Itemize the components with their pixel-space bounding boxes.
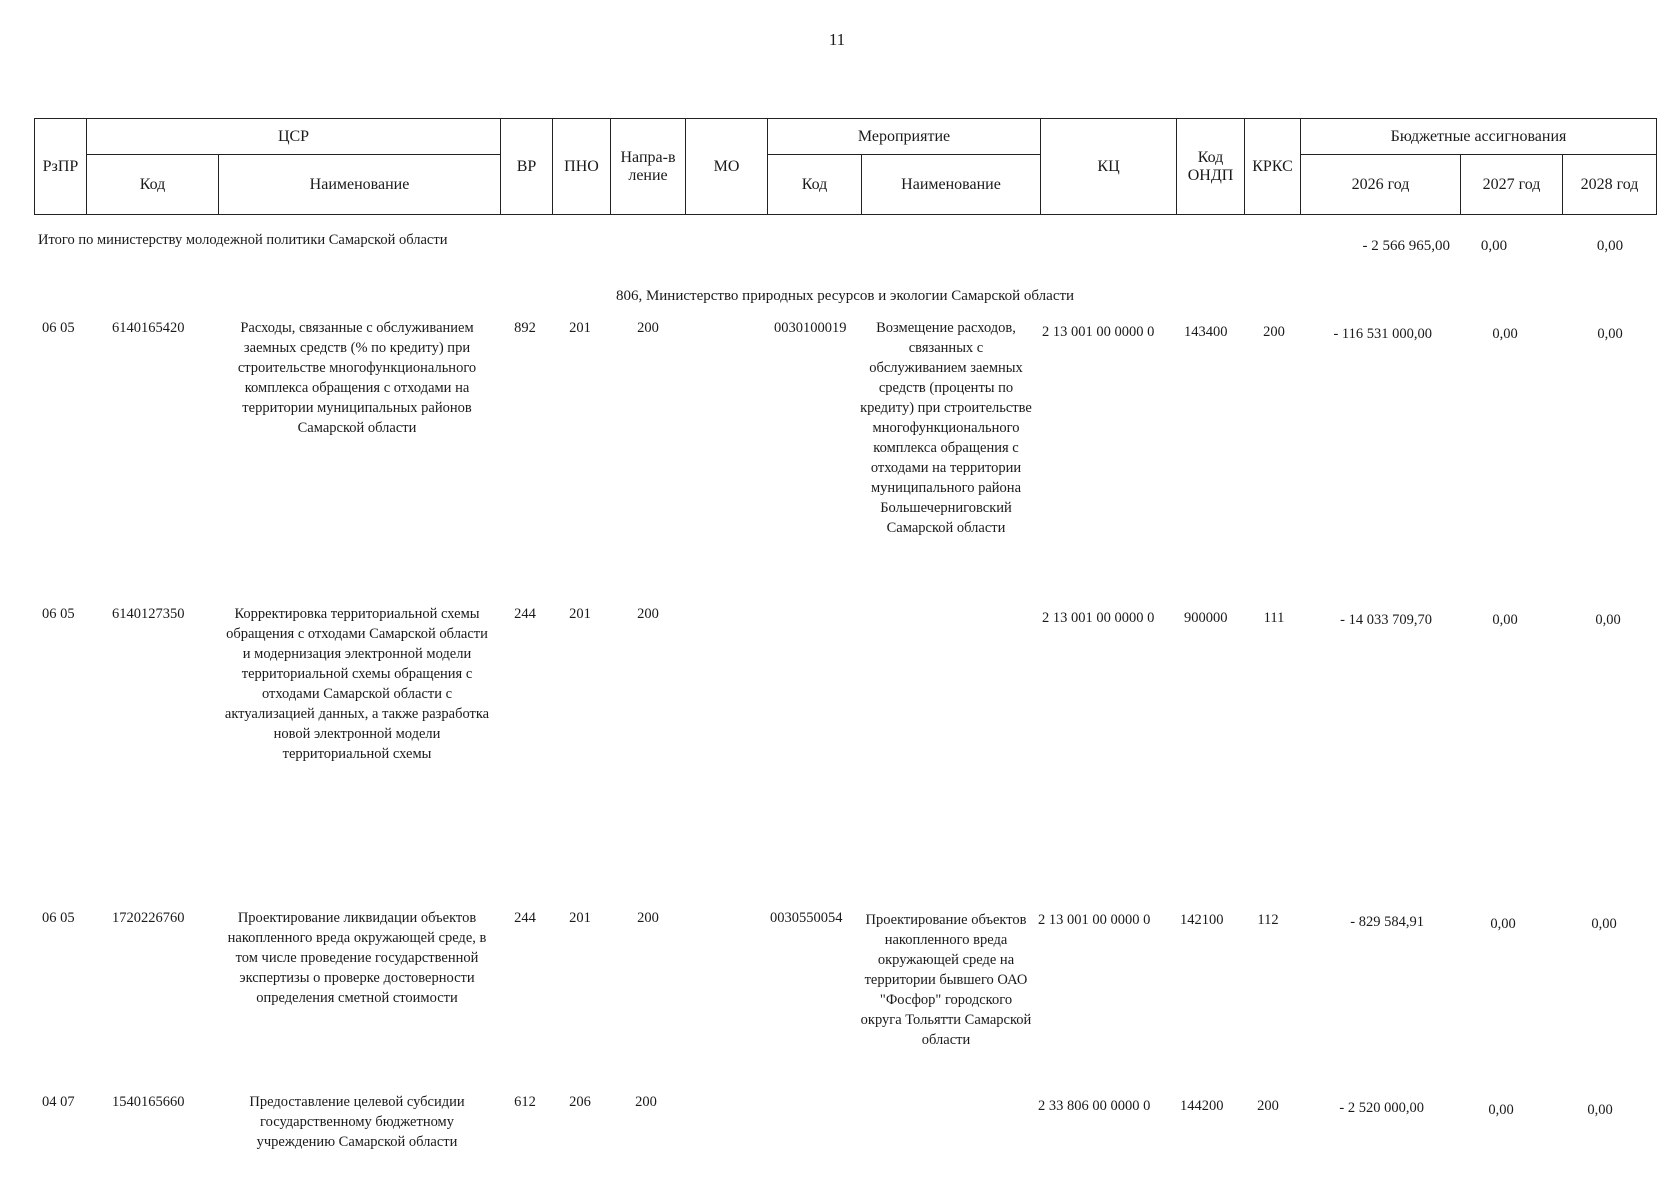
table-row-vr: 892 [514, 320, 536, 336]
table-row-ondp: 900000 [1184, 610, 1228, 626]
table-row-2027: 0,00 [1490, 916, 1516, 932]
table-row-2027: 0,00 [1488, 1102, 1514, 1118]
header-direction-label: Напра-вление [620, 148, 676, 184]
header-csr-name: Наименование [219, 155, 501, 215]
table-row-2028: 0,00 [1595, 612, 1621, 628]
section-title: 806, Министерство природных ресурсов и экологии Самарской области [615, 288, 1075, 304]
table-row-2028: 0,00 [1591, 916, 1617, 932]
table-row-2026: - 829 584,91 [1350, 914, 1424, 930]
table-row-csr-code: 1540165660 [112, 1094, 185, 1110]
table-row-direction: 200 [637, 606, 659, 622]
table-row-krks: 200 [1263, 324, 1285, 340]
header-event: Мероприятие [768, 119, 1041, 155]
table-row-vr: 612 [514, 1094, 536, 1110]
table-row-csr-name: Предоставление целевой субсидии государственному бюджетному учреждению Самарской области [249, 1094, 465, 1150]
header-budget: Бюджетные ассигнования [1301, 119, 1657, 155]
header-kc: КЦ [1041, 119, 1177, 215]
header-event-name: Наименование [862, 155, 1041, 215]
table-row-2026: - 116 531 000,00 [1333, 326, 1432, 342]
table-row-2026: - 2 520 000,00 [1339, 1100, 1424, 1116]
table-row-direction: 200 [637, 910, 659, 926]
table-row-vr: 244 [514, 910, 536, 926]
total-label: Итого по министерству молодежной политики Самарской области [38, 232, 448, 248]
table-row-pno: 201 [569, 910, 591, 926]
table-row-ondp: 143400 [1184, 324, 1228, 340]
table-row-kc: 2 13 001 00 0000 0 [1042, 610, 1155, 626]
table-row-csr-code: 6140165420 [112, 320, 185, 336]
table-row-rzpr: 06 05 [42, 910, 75, 926]
table-row-pno: 201 [569, 606, 591, 622]
header-vr: ВР [501, 119, 553, 215]
header-krks: КРКС [1245, 119, 1301, 215]
table-row-krks: 112 [1257, 912, 1279, 928]
table-row-event-code: 0030100019 [774, 320, 847, 336]
total-2027: 0,00 [1480, 238, 1508, 254]
header-year-2028: 2028 год [1563, 155, 1657, 215]
table-row-krks: 111 [1263, 610, 1285, 626]
table-row-csr-code: 6140127350 [112, 606, 185, 622]
total-2028: 0,00 [1596, 238, 1624, 254]
table-row-2027: 0,00 [1492, 326, 1518, 342]
table-row-kc: 2 13 001 00 0000 0 [1038, 912, 1151, 928]
table-row-2027: 0,00 [1492, 612, 1518, 628]
table-row-csr-code: 1720226760 [112, 910, 185, 926]
header-csr-code: Код [87, 155, 219, 215]
table-row-csr-name: Проектирование ликвидации объектов накопленного вреда окружающей среде, в том числе проведение государственной экспертизы о проверке достоверности определения сметной стоимости [227, 910, 487, 1006]
table-row-direction: 200 [635, 1094, 657, 1110]
table-row-krks: 200 [1257, 1098, 1279, 1114]
table-row-csr-name: Расходы, связанные с обслуживанием заемных средств (% по кредиту) при строительстве многофункционального комплекса обращения с отходами на территории муниципальных районов Самарской области [237, 320, 477, 436]
table-row-kc: 2 13 001 00 0000 0 [1042, 324, 1155, 340]
table-row-2028: 0,00 [1597, 326, 1623, 342]
page-number: 11 [828, 30, 846, 49]
table-row-pno: 201 [569, 320, 591, 336]
header-year-2027: 2027 год [1461, 155, 1563, 215]
header-rzpr: РзПР [35, 119, 87, 215]
table-row-pno: 206 [569, 1094, 591, 1110]
table-row-kc: 2 33 806 00 0000 0 [1038, 1098, 1151, 1114]
table-row-rzpr: 06 05 [42, 606, 75, 622]
table-row-event-code: 0030550054 [770, 910, 843, 926]
total-2026: - 2 566 965,00 [1362, 238, 1450, 254]
table-row-direction: 200 [637, 320, 659, 336]
table-row-2026: - 14 033 709,70 [1340, 612, 1432, 628]
table-row-rzpr: 04 07 [42, 1094, 75, 1110]
header-pno: ПНО [553, 119, 611, 215]
header-ondp: Код ОНДП [1177, 119, 1245, 215]
table-row-rzpr: 06 05 [42, 320, 75, 336]
header-event-code: Код [768, 155, 862, 215]
table-row-event-name: Возмещение расходов, связанных с обслуживанием заемных средств (проценты по кредиту) при строительстве многофункционального комплекса обращения с отходами на территории муниципального района Большечерниговский Самарской области [860, 320, 1032, 536]
header-csr: ЦСР [87, 119, 501, 155]
header-mo: МО [686, 119, 768, 215]
table-row-ondp: 144200 [1180, 1098, 1224, 1114]
table-row-vr: 244 [514, 606, 536, 622]
table-row-ondp: 142100 [1180, 912, 1224, 928]
header-year-2026: 2026 год [1301, 155, 1461, 215]
table-row-2028: 0,00 [1587, 1102, 1613, 1118]
table-row-event-name: Проектирование объектов накопленного вреда окружающей среде на территории бывшего ОАО "Фосфор" городского округа Тольятти Самарской области [860, 912, 1032, 1048]
table-row-csr-name: Корректировка территориальной схемы обращения с отходами Самарской области и модернизация электронной модели территориальной схемы обращения с отходами Самарской области с актуализацией данных, а также разработка новой электронной модели территориальной схемы [224, 606, 490, 762]
